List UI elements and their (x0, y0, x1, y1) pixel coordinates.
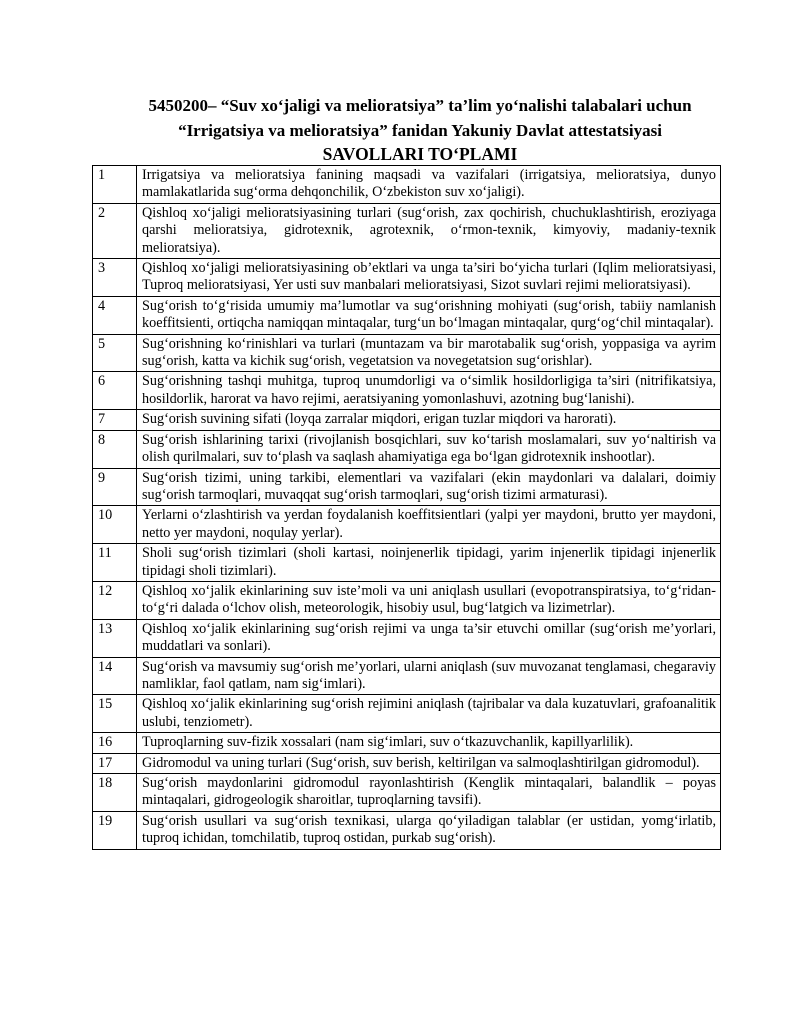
questions-table (92, 165, 721, 850)
question-text: Qishloq xo‘jalik ekinlarining sug‘orish rejimini aniqlash (tajribalar va dala kuzatuvlari, grafoanalitik uslubi, tenziometr). (137, 695, 721, 733)
question-row (93, 410, 721, 430)
question-text: Sug‘orish maydonlarini gidromodul rayonlashtirish (Kenglik mintaqalari, balandlik – poyas mintaqalari, gidrogeologik sharoitlar, tuproqlarning tavsifi). (137, 774, 721, 812)
question-text: Sug‘orish usullari va sug‘orish texnikasi, ularga qo‘yiladigan talablar (er ustidan, yomg‘irlatib, tuproq ichidan, tomchilatib, tuproq ostidan, purkab sug‘orish). (137, 811, 721, 849)
question-row (93, 259, 721, 297)
question-number: 1 (93, 166, 137, 204)
questions-table-body (93, 166, 721, 850)
document-heading (90, 93, 750, 165)
heading-line-3: SAVOLLARI TO‘PLAMI (322, 144, 518, 164)
question-text: Sug‘orishning tashqi muhitga, tuproq unumdorligi va o‘simlik hosildorligiga ta’siri (nitrifikatsiya, hosildorlik, harorat va havo rejimi, aeratsiyaning yomonlashuvi, azotning bug‘lanishi). (137, 372, 721, 410)
question-number: 15 (93, 695, 137, 733)
question-text: Sug‘orish tizimi, uning tarkibi, elementlari va vazifalari (ekin maydonlari va dalalari, doimiy sug‘orish tarmoqlari, muvaqqat sug‘orish tarmoqlari, sug‘orish tizimi armaturasi). (137, 468, 721, 506)
question-row (93, 774, 721, 812)
question-row (93, 811, 721, 849)
question-row (93, 430, 721, 468)
question-text: Qishloq xo‘jalik ekinlarining sug‘orish rejimi va unga ta’sir etuvchi omillar (sug‘orish me’yorlari, muddatlari va sonlari). (137, 619, 721, 657)
question-number: 4 (93, 296, 137, 334)
question-text: Sug‘orish va mavsumiy sug‘orish me’yorlari, ularni aniqlash (suv muvozanat tenglamasi, chegaraviy namliklar, faol qatlam, nam sig‘imlari). (137, 657, 721, 695)
question-number: 8 (93, 430, 137, 468)
question-text: Sug‘orish suvining sifati (loyqa zarralar miqdori, erigan tuzlar miqdori va harorati). (137, 410, 721, 430)
question-row (93, 544, 721, 582)
question-number: 14 (93, 657, 137, 695)
question-number: 11 (93, 544, 137, 582)
question-number: 3 (93, 259, 137, 297)
question-text: Tuproqlarning suv-fizik xossalari (nam sig‘imlari, suv o‘tkazuvchanlik, kapillyarlilik). (137, 733, 721, 753)
question-number: 18 (93, 774, 137, 812)
question-row (93, 619, 721, 657)
question-text: Sholi sug‘orish tizimlari (sholi kartasi, noinjenerlik tipidagi, yarim injenerlik tipidagi injenerlik tipidagi sholi tizimlari). (137, 544, 721, 582)
question-text: Yerlarni o‘zlashtirish va yerdan foydalanish koeffitsientlari (yalpi yer maydoni, brutto yer maydoni, netto yer maydoni, noqulay yerlar). (137, 506, 721, 544)
question-row (93, 468, 721, 506)
heading-line-1: 5450200– “Suv xo‘jaligi va melioratsiya” ta’lim yo‘nalishi talabalari uchun (148, 96, 692, 115)
question-row (93, 166, 721, 204)
question-text: Qishloq xo‘jaligi melioratsiyasining ob’ektlari va unga ta’siri bo‘yicha turlari (Iqlim melioratsiyasi, Tuproq melioratsiyasi, Yer usti suv manbalari melioratsiyasi, Sizot suvlari rejimi melioratsiyasi). (137, 259, 721, 297)
question-text: Qishloq xo‘jalik ekinlarining suv iste’moli va uni aniqlash usullari (evopotranspiratsiya, to‘g‘ridan-to‘g‘ri dalada o‘lchov olish, meteorologik, hisobiy usul, bug‘latgich va lizimetrlar). (137, 581, 721, 619)
question-row (93, 695, 721, 733)
question-number: 13 (93, 619, 137, 657)
question-number: 16 (93, 733, 137, 753)
question-row (93, 733, 721, 753)
question-text: Sug‘orish to‘g‘risida umumiy ma’lumotlar va sug‘orishning mohiyati (sug‘orish, tabiiy namlanish koeffitsienti, ortiqcha namiqqan mintaqalar, turg‘un bo‘lmagan mintaqalar, qurg‘og‘chil mintaqalar). (137, 296, 721, 334)
question-row (93, 581, 721, 619)
question-number: 7 (93, 410, 137, 430)
question-number: 9 (93, 468, 137, 506)
question-text: Qishloq xo‘jaligi melioratsiyasining turlari (sug‘orish, zax qochirish, chuchuklashtirish, eroziyaga qarshi melioratsiya, gidrotexnik, agrotexnik, o‘rmon-texnik, kimyoviy, madaniy-texnik melioratsiya). (137, 203, 721, 258)
question-row (93, 657, 721, 695)
question-text: Sug‘orishning ko‘rinishlari va turlari (muntazam va bir marotabalik sug‘orish, yoppasiga va ayrim sug‘orish, katta va kichik sug‘orish, vegetatsion va novegetatsion sug‘orishlar). (137, 334, 721, 372)
question-text: Sug‘orish ishlarining tarixi (rivojlanish bosqichlari, suv ko‘tarish moslamalari, suv yo‘naltirish va olish qurilmalari, suv to‘plash va saqlash ahamiyatiga ega bo‘lgan gidrotexnik inshootlar). (137, 430, 721, 468)
heading-line-2: “Irrigatsiya va melioratsiya” fanidan Yakuniy Davlat attestatsiyasi (178, 121, 662, 140)
question-number: 12 (93, 581, 137, 619)
question-row (93, 506, 721, 544)
question-text: Gidromodul va uning turlari (Sug‘orish, suv berish, keltirilgan va salmoqlashtirilgan gidromodul). (137, 753, 721, 773)
question-number: 5 (93, 334, 137, 372)
question-text: Irrigatsiya va melioratsiya fanining maqsadi va vazifalari (irrigatsiya, melioratsiya, dunyo mamlakatlarida sug‘orma dehqonchilik, O‘zbekiston suv xo‘jaligi). (137, 166, 721, 204)
question-number: 19 (93, 811, 137, 849)
question-row (93, 372, 721, 410)
question-row (93, 334, 721, 372)
question-number: 2 (93, 203, 137, 258)
question-row (93, 296, 721, 334)
question-number: 17 (93, 753, 137, 773)
question-number: 10 (93, 506, 137, 544)
question-number: 6 (93, 372, 137, 410)
question-row (93, 753, 721, 773)
question-row (93, 203, 721, 258)
